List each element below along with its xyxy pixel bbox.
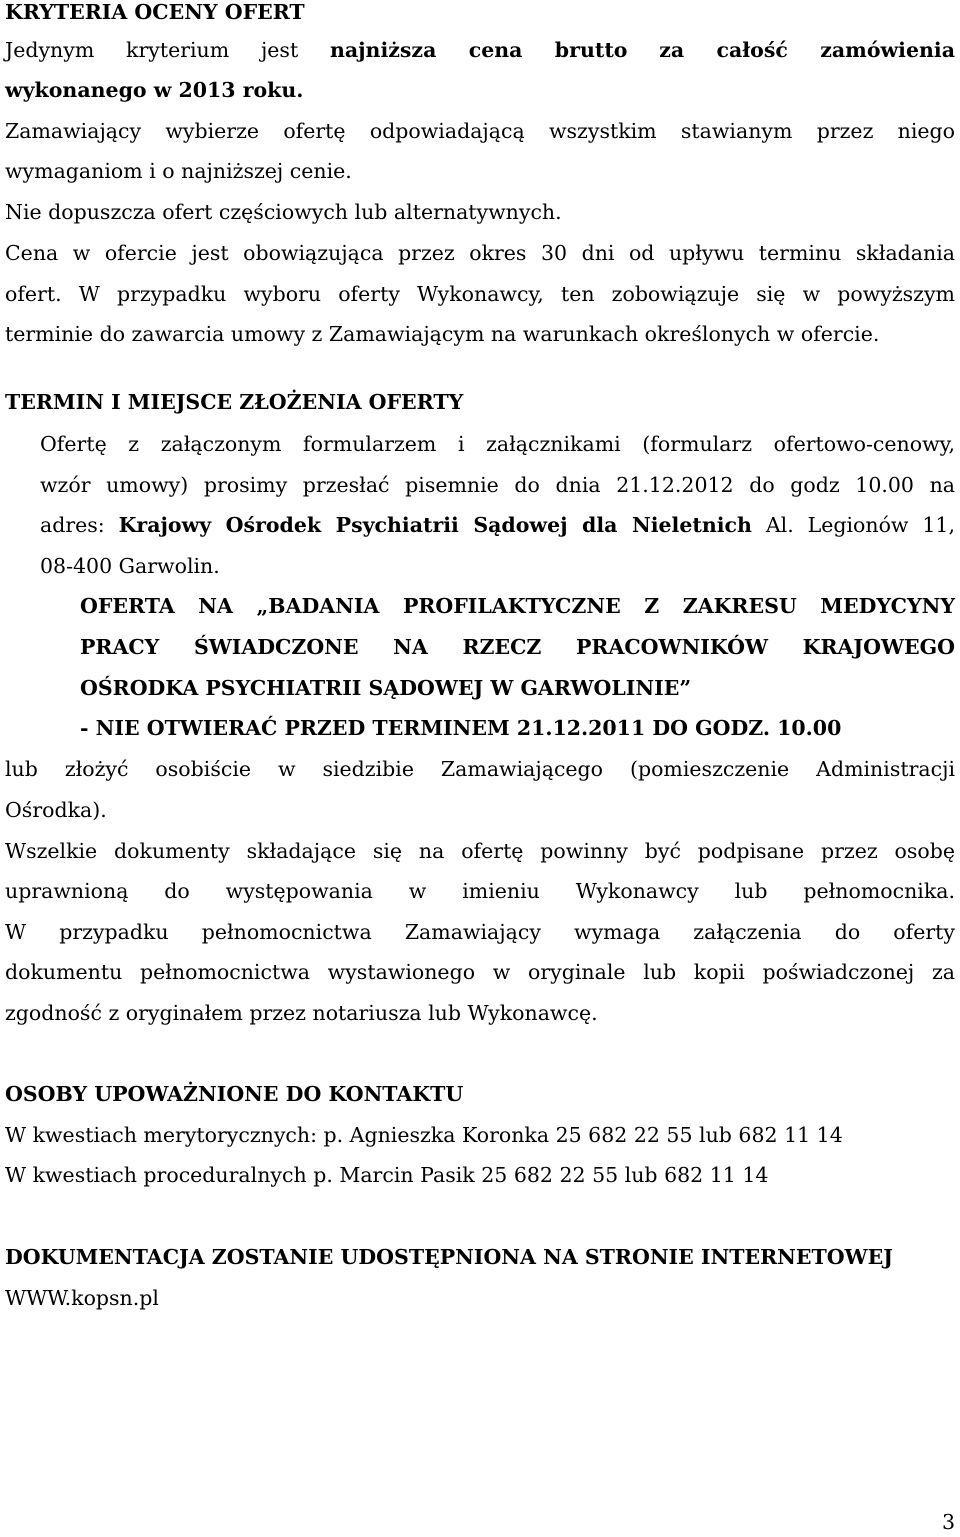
whole-order-bold: za całość zamówienia bbox=[659, 38, 955, 62]
criteria-line-1 bbox=[5, 38, 955, 62]
criteria-line-3: Zamawiający wybierze ofertę odpowiadającą wszystkim stawianym przez niego bbox=[5, 119, 955, 143]
contacts-line-1: W kwestiach merytorycznych: p. Agnieszka Koronka 25 682 22 55 lub 682 11 14 bbox=[5, 1123, 843, 1147]
criteria-line-2 bbox=[5, 78, 303, 102]
address-label: adres: bbox=[40, 513, 119, 537]
envelope-label-1: OFERTA NA „BADANIA PROFILAKTYCZNE Z ZAKRESU MEDYCYNY bbox=[80, 594, 955, 618]
submission-line-11: zgodność z oryginałem przez notariusza lub Wykonawcę. bbox=[5, 1001, 598, 1025]
criteria-line-8: terminie do zawarcia umowy z Zamawiającym na warunkach określonych w ofercie. bbox=[5, 322, 880, 346]
page-number: 3 bbox=[941, 1510, 955, 1534]
submission-line-10: dokumentu pełnomocnictwa wystawionego w oryginale lub kopii poświadczonej za bbox=[5, 960, 955, 984]
submission-heading: TERMIN I MIEJSCE ZŁOŻENIA OFERTY bbox=[5, 390, 464, 414]
street-address: Al. Legionów 11, bbox=[765, 513, 955, 537]
criteria-line-6: Cena w ofercie jest obowiązująca przez okres 30 dni od upływu terminu składania bbox=[5, 241, 955, 265]
contacts-heading: OSOBY UPOWAŻNIONE DO KONTAKTU bbox=[5, 1082, 464, 1106]
year-bold: wykonanego w 2013 roku bbox=[5, 78, 297, 102]
submission-line-6: Ośrodka). bbox=[5, 798, 107, 822]
submission-line-2: wzór umowy) prosimy przesłać pisemnie do dnia 21.12.2012 do godz 10.00 na bbox=[40, 473, 955, 497]
lowest-price-bold: najniższa cena brutto bbox=[329, 38, 628, 62]
criteria-line-7: ofert. W przypadku wyboru oferty Wykonawcy, ten zobowiązuje się w powyższym bbox=[5, 282, 955, 306]
envelope-label-3: OŚRODKA PSYCHIATRII SĄDOWEJ W GARWOLINIE” bbox=[80, 676, 692, 700]
envelope-label-2: PRACY ŚWIADCZONE NA RZECZ PRACOWNIKÓW KRAJOWEGO bbox=[80, 635, 955, 659]
criteria-line-5: Nie dopuszcza ofert częściowych lub alternatywnych. bbox=[5, 200, 562, 224]
criteria-line-4: wymaganiom i o najniższej cenie. bbox=[5, 159, 352, 183]
submission-line-7: Wszelkie dokumenty składające się na ofertę powinny być podpisane przez osobę bbox=[5, 839, 955, 863]
envelope-label-4: - NIE OTWIERAĆ PRZED TERMINEM 21.12.2011 DO GODZ. 10.00 bbox=[80, 716, 842, 740]
criteria-line-1-text: Jedynym kryterium jest bbox=[5, 38, 330, 62]
year-bold-period: . bbox=[296, 78, 304, 102]
criteria-heading: KRYTERIA OCENY OFERT bbox=[5, 0, 305, 24]
contacts-line-2: W kwestiach proceduralnych p. Marcin Pasik 25 682 22 55 lub 682 11 14 bbox=[5, 1163, 769, 1187]
submission-line-3 bbox=[40, 513, 955, 537]
institution-name-bold: Krajowy Ośrodek Psychiatrii Sądowej dla Nieletnich bbox=[118, 513, 752, 537]
documentation-heading: DOKUMENTACJA ZOSTANIE UDOSTĘPNIONA NA STRONIE INTERNETOWEJ bbox=[5, 1245, 893, 1269]
submission-line-8: uprawnioną do występowania w imieniu Wykonawcy lub pełnomocnika. bbox=[5, 879, 955, 903]
submission-line-1: Ofertę z załączonym formularzem i załącznikami (formularz ofertowo-cenowy, bbox=[40, 432, 955, 456]
documentation-url[interactable]: WWW.kopsn.pl bbox=[5, 1286, 159, 1310]
submission-line-9: W przypadku pełnomocnictwa Zamawiający wymaga załączenia do oferty bbox=[5, 920, 955, 944]
submission-line-5: lub złożyć osobiście w siedzibie Zamawiającego (pomieszczenie Administracji bbox=[5, 757, 955, 781]
submission-line-4: 08-400 Garwolin. bbox=[40, 554, 220, 578]
